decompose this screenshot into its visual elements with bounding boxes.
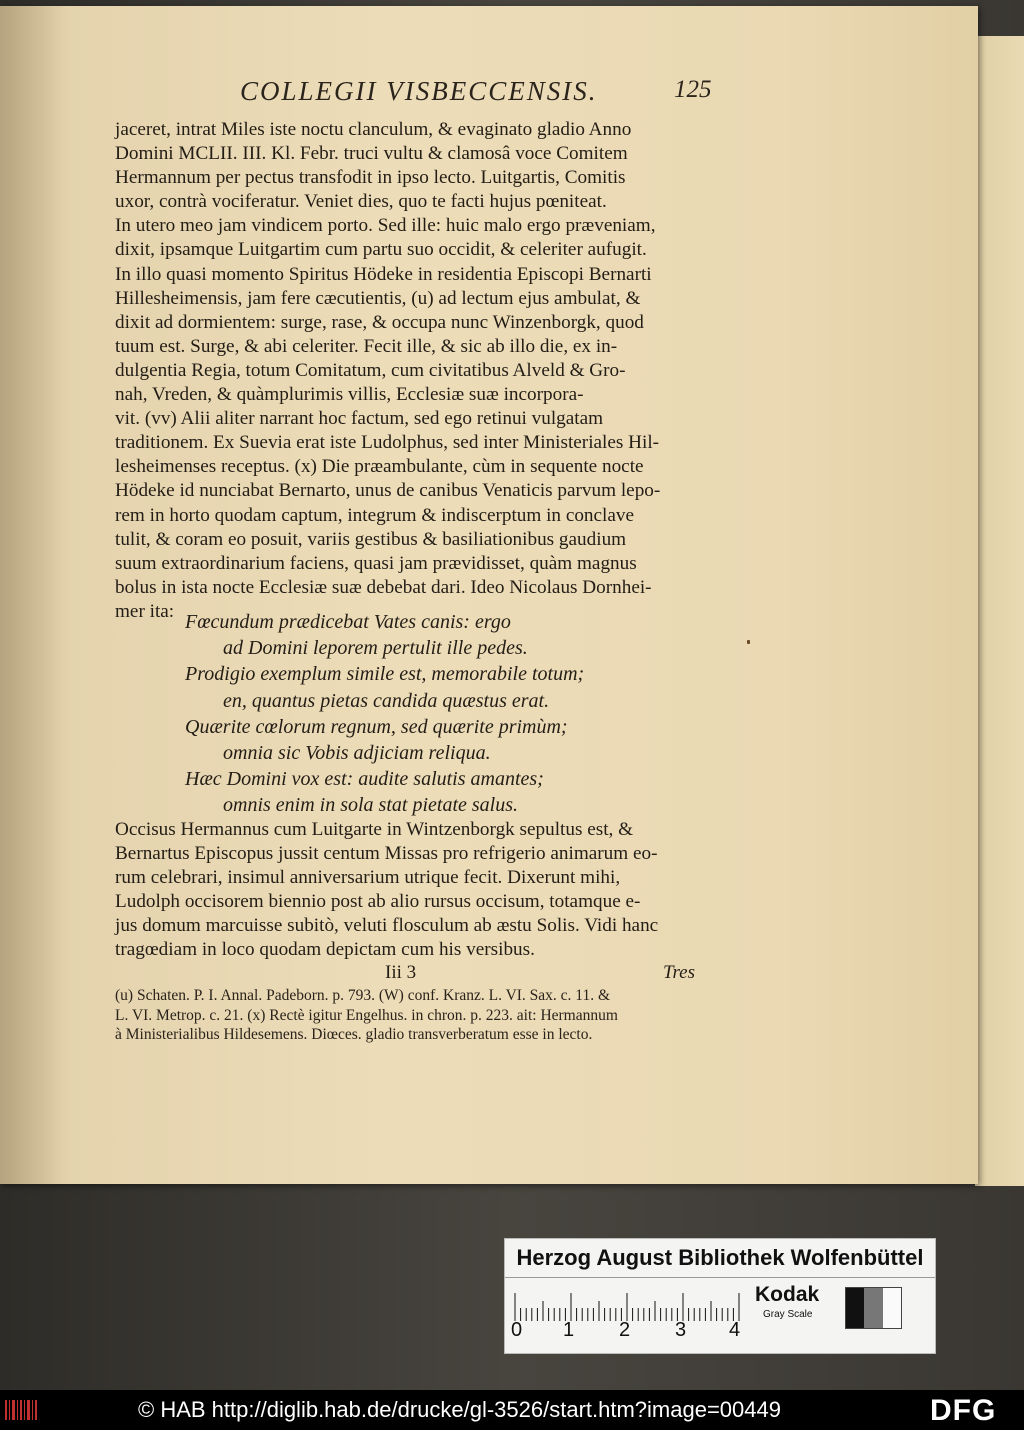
ruler-number: 3	[675, 1319, 687, 1341]
kodak-block	[755, 1283, 845, 1333]
catchword: Tres	[662, 962, 695, 983]
page-header	[240, 74, 710, 114]
body-text	[115, 118, 705, 624]
footnote-line: L. VI. Metrop. c. 21. (x) Rectè igitur Engelhus. in chron. p. 223. ait: Hermannum	[115, 1006, 618, 1024]
text-line: Hödeke id nunciabat Bernarto, unus de canibus Venaticis parvum lepo-	[115, 480, 661, 502]
verse-line: Hæc Domini vox est: audite salutis amantes;	[185, 768, 544, 791]
verse-line: omnis enim in sola stat pietate salus.	[223, 794, 518, 817]
ruler-ticks	[511, 1291, 743, 1321]
ink-speck	[747, 640, 750, 644]
running-head: COLLEGII VISBECCENSIS.	[240, 76, 598, 106]
verse-line: Quærite cœlorum regnum, sed quærite primùm;	[185, 715, 568, 738]
ruler-number: 4	[729, 1319, 741, 1341]
library-barcode-icon	[4, 1398, 40, 1422]
library-color-target	[504, 1238, 936, 1354]
poem-verses	[185, 609, 645, 819]
text-line: rum celebrari, insimul anniversarium utrique fecit. Dixerunt mihi,	[115, 867, 621, 889]
footnotes	[115, 986, 700, 1045]
signature-mark: Iii 3	[385, 962, 417, 983]
footnote-line: (u) Schaten. P. I. Annal. Padeborn. p. 793. (W) conf. Kranz. L. VI. Sax. c. 11. &	[115, 987, 611, 1004]
text-line: Hermannum per pectus transfodit in ipso lecto. Luitgartis, Comitis	[115, 167, 626, 189]
text-line: nah, Vreden, & quàmplurimis villis, Ecclesiæ suæ incorpora-	[115, 384, 584, 406]
text-line: Domini MCLII. III. Kl. Febr. truci vultu & clamosâ voce Comitem	[115, 143, 628, 165]
text-line: tragœdiam in loco quodam depictam cum his versibus.	[115, 939, 535, 961]
verse-line: Prodigio exemplum simile est, memorabile totum;	[185, 663, 585, 686]
text-line: suum extraordinarium faciens, quasi jam prævidisset, quàm magnus	[115, 552, 637, 574]
verse-line: Fœcundum prædicebat Vates canis: ergo	[185, 611, 511, 633]
verse-line: ad Domini leporem pertulit ille pedes.	[223, 637, 528, 660]
copyright-url[interactable]: © HAB http://diglib.hab.de/drucke/gl-3526/start.htm?image=00449	[138, 1397, 781, 1422]
text-line: lesheimenses receptus. (x) Die præambulante, cùm in sequente nocte	[115, 456, 644, 478]
text-line: Ludolph occisorem biennio post ab alio rursus occisum, totamque e-	[115, 891, 641, 913]
page-number: 125	[674, 76, 712, 103]
text-line: dixit ad dormientem: surge, rase, & occupa nunc Winzenborgk, quod	[115, 311, 644, 333]
text-line: jus domum marcuisse subitò, veluti flosculum ab æstu Solis. Vidi hanc	[115, 915, 659, 937]
text-line: jaceret, intrat Miles iste noctu clanculum, & evaginato gladio Anno	[115, 119, 632, 140]
text-line: Hillesheimensis, jam fere cæcutientis, (u) ad lectum ejus ambulat, &	[115, 287, 641, 309]
text-line: In utero meo jam vindicem porto. Sed ille: huic malo ergo præveniam,	[115, 215, 656, 237]
text-line: vit. (vv) Alii aliter narrant hoc factum, sed ego retinui vulgatam	[115, 408, 604, 430]
gray-scale-label: Gray Scale	[763, 1309, 813, 1320]
gutter-shadow	[0, 6, 70, 1184]
text-line: Bernartus Episcopus jussit centum Missas pro refrigerio animarum eo-	[115, 843, 658, 865]
text-line: tuum est. Surge, & abi celeriter. Fecit ille, & sic ab illo die, ex in-	[115, 335, 618, 357]
text-line: mer ita:	[115, 600, 175, 622]
kodak-logo-text: Kodak	[755, 1283, 820, 1306]
signature-row	[115, 962, 695, 986]
text-line: rem in horto quodam captum, integrum & indiscerptum in conclave	[115, 504, 634, 526]
text-line: bolus in ista nocte Ecclesiæ suæ debebat dari. Ideo Nicolaus Dornhei-	[115, 576, 652, 598]
swatch-gray	[864, 1288, 882, 1328]
text-line: traditionem. Ex Suevia erat iste Ludolphus, sed inter Ministeriales Hil-	[115, 432, 660, 454]
swatch-black	[846, 1288, 864, 1328]
text-line: tulit, & coram eo posuit, variis gestibus & basiliationibus gaudium	[115, 528, 627, 550]
dfg-logo: DFG	[930, 1394, 997, 1427]
text-line: dulgentia Regia, totum Comitatum, cum civitatibus Alveld & Gro-	[115, 359, 626, 381]
ruler-number: 2	[619, 1319, 631, 1341]
underlying-page-edge	[975, 36, 1024, 1186]
gray-swatches	[845, 1287, 902, 1329]
text-line: Occisus Hermannus cum Luitgarte in Wintzenborgk sepultus est, &	[115, 819, 634, 840]
verse-line: omnia sic Vobis adjiciam reliqua.	[223, 741, 491, 764]
closing-paragraph	[115, 818, 705, 963]
verse-line: en, quantus pietas candida quæstus erat.	[223, 689, 550, 712]
text-line: dixit, ipsamque Luitgartim cum partu suo occidit, & celeriter aufugit.	[115, 239, 647, 261]
text-line: In illo quasi momento Spiritus Hödeke in residentia Episcopi Bernarti	[115, 263, 652, 285]
text-line: uxor, contrà vociferatur. Veniet dies, quo te facti hujus pœniteat.	[115, 191, 607, 213]
footer-bar	[0, 1390, 1024, 1430]
scale-ruler	[511, 1283, 743, 1343]
swatch-white	[883, 1288, 901, 1328]
ruler-number: 0	[511, 1319, 523, 1341]
footnote-line: à Ministerialibus Hildesemens. Diœces. gladio transverberatum esse in lecto.	[115, 1026, 593, 1043]
library-name: Herzog August Bibliothek Wolfenbüttel	[505, 1239, 935, 1278]
ruler-number: 1	[563, 1319, 575, 1341]
